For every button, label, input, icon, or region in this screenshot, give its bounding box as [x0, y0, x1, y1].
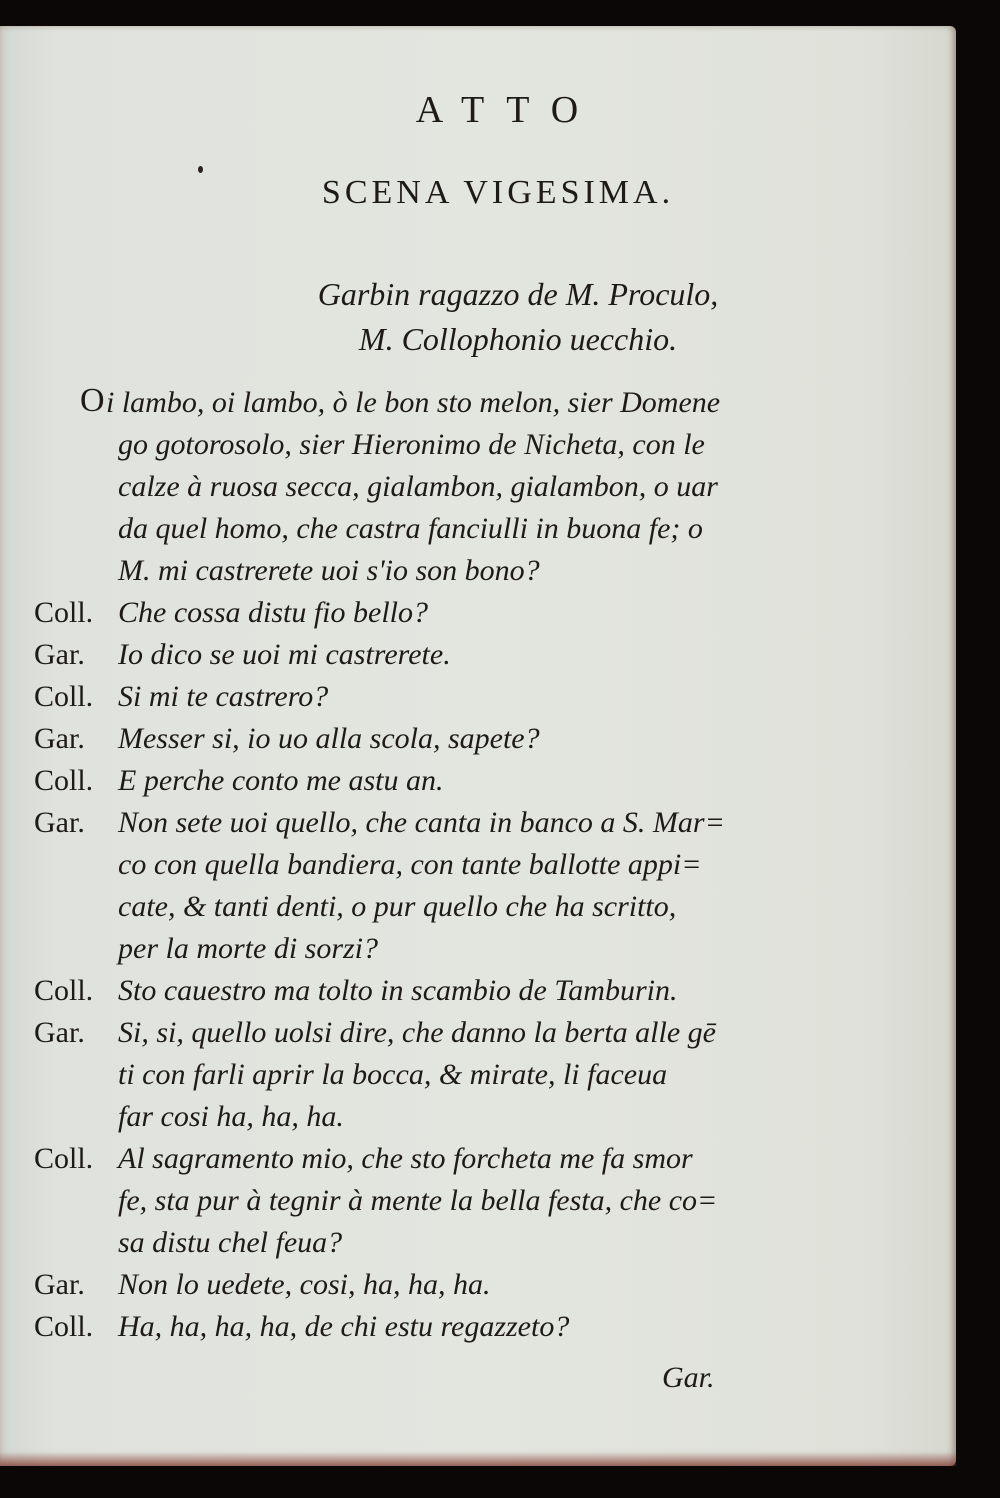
dialogue-line: da quel homo, che castra fanciulli in buona fe; o	[118, 512, 703, 545]
scene-title: SCENA VIGESIMA.	[321, 174, 675, 211]
dialogue-line: E perche conto me astu an.	[118, 764, 444, 797]
dialogue-line: fe, sta pur à tegnir à mente la bella festa, che co=	[118, 1184, 718, 1217]
dialogue-line: Si, si, quello uolsi dire, che danno la berta alle gē	[118, 1016, 716, 1049]
speaker-label: Gar.	[34, 1268, 85, 1301]
speaker-label: Coll.	[34, 680, 94, 713]
speaker-label: Gar.	[34, 1016, 85, 1049]
dialogue-line: Io dico se uoi mi castrerete.	[118, 638, 451, 671]
dialogue-line: M. mi castrerete uoi s'io son bono?	[118, 554, 540, 587]
speaker-label: Coll.	[34, 596, 94, 629]
dialogue-line: sa distu chel feua?	[118, 1226, 343, 1259]
speaker-label: Coll.	[34, 764, 94, 797]
persona-line: Garbin ragazzo de M. Proculo,	[317, 276, 719, 312]
page-edge	[0, 1452, 956, 1466]
dialogue-line: Non lo uedete, cosi, ha, ha, ha.	[118, 1268, 491, 1301]
speaker-label: Gar.	[34, 806, 85, 839]
speaker-label: Coll.	[34, 1310, 94, 1343]
dialogue-line: Non sete uoi quello, che canta in banco a S. Mar=	[118, 806, 725, 839]
dialogue-line: Ha, ha, ha, ha, de chi estu regazzeto?	[118, 1310, 570, 1343]
act-title: ATTO	[415, 89, 601, 131]
persona-line: M. Collophonio uecchio.	[358, 321, 678, 357]
dialogue-line: co con quella bandiera, con tante ballotte appi=	[118, 848, 702, 881]
speaker-label: Gar.	[34, 638, 85, 671]
dialogue-line: Sto cauestro ma tolto in scambio de Tamburin.	[118, 974, 678, 1007]
dialogue-line: cate, & tanti denti, o pur quello che ha scritto,	[118, 890, 677, 923]
dialogue-line: far cosi ha, ha, ha.	[118, 1100, 344, 1133]
dialogue-line: Si mi te castrero?	[118, 680, 329, 713]
book-page	[0, 26, 956, 1466]
dialogue-line: Messer si, io uo alla scola, sapete?	[118, 722, 540, 755]
dialogue-line: calze à ruosa secca, gialambon, gialambon, o uar	[118, 470, 718, 503]
dialogue-line: Che cossa distu fio bello?	[118, 596, 428, 629]
speaker-label: Coll.	[34, 1142, 94, 1175]
dialogue-line: ti con farli aprir la bocca, & mirate, li faceua	[118, 1058, 668, 1091]
speaker-label: O	[80, 382, 105, 419]
dialogue-line: Al sagramento mio, che sto forcheta me fa smor	[118, 1142, 693, 1175]
dialogue-line: go gotorosolo, sier Hieronimo de Nicheta, con le	[118, 428, 705, 461]
dialogue-line: per la morte di sorzi?	[118, 932, 379, 965]
ink-dot	[198, 166, 203, 173]
speaker-label: Gar.	[34, 722, 85, 755]
speaker-label: Coll.	[34, 974, 94, 1007]
catchword: Gar.	[662, 1361, 715, 1394]
dialogue-line: i lambo, oi lambo, ò le bon sto melon, sier Domene	[106, 386, 721, 419]
